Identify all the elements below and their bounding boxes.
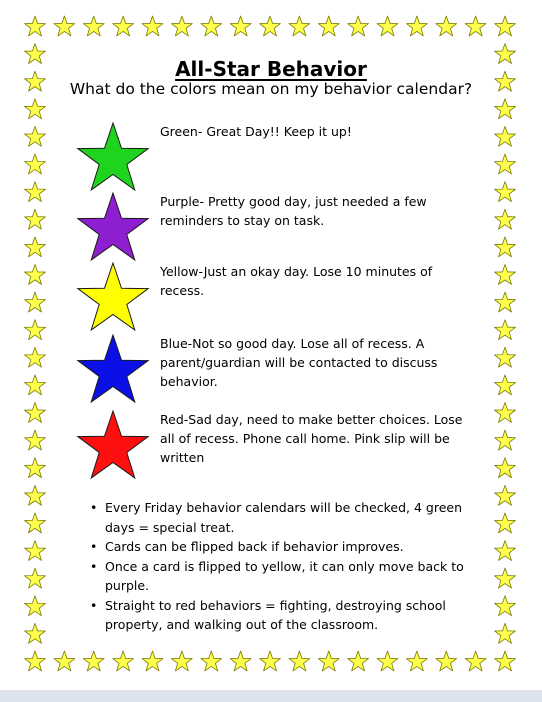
star-icon xyxy=(25,403,46,423)
star-icon xyxy=(25,430,46,450)
star-icon xyxy=(25,154,46,174)
star-icon xyxy=(406,651,427,671)
star-icon xyxy=(465,16,486,36)
star-icon xyxy=(495,264,516,284)
star-icon xyxy=(495,430,516,450)
yellow-description: Yellow-Just an okay day. Lose 10 minutes of recess. xyxy=(160,264,433,298)
star-icon xyxy=(495,292,516,312)
red-star-icon xyxy=(74,410,152,482)
star-icon xyxy=(495,347,516,367)
star-icon xyxy=(25,458,46,478)
star-icon xyxy=(495,568,516,588)
star-icon xyxy=(25,541,46,561)
star-icon xyxy=(25,623,46,643)
star-icon xyxy=(25,375,46,395)
star-icon xyxy=(54,16,75,36)
color-row-green xyxy=(74,122,484,192)
star-icon xyxy=(495,320,516,340)
star-icon xyxy=(495,182,516,202)
purple-description: Purple- Pretty good day, just needed a few reminders to stay on task. xyxy=(160,194,427,228)
star-icon xyxy=(25,292,46,312)
page-title-text: All-Star Behavior xyxy=(175,57,367,81)
star-icon xyxy=(289,651,310,671)
star-icon xyxy=(495,237,516,257)
star-icon xyxy=(495,375,516,395)
star-icon xyxy=(406,16,427,36)
red-description: Red-Sad day, need to make better choices. Lose all of recess. Phone call home. Pink slip will be written xyxy=(160,412,463,465)
star-icon xyxy=(348,16,369,36)
star-icon xyxy=(25,651,46,671)
star-icon xyxy=(201,16,222,36)
page-subtitle: What do the colors mean on my behavior calendar? xyxy=(69,80,473,98)
star-icon xyxy=(25,237,46,257)
rule-item: • Straight to red behaviors = fighting, destroying school property, and walking out of the classroom. xyxy=(90,596,470,635)
star-icon xyxy=(25,347,46,367)
color-row-yellow xyxy=(74,262,484,332)
star-icon xyxy=(113,651,134,671)
star-icon xyxy=(436,651,457,671)
star-icon xyxy=(495,126,516,146)
star-icon xyxy=(260,16,281,36)
star-icon xyxy=(25,320,46,340)
star-icon xyxy=(495,623,516,643)
star-icon xyxy=(495,458,516,478)
star-icon xyxy=(171,16,192,36)
star-icon xyxy=(171,651,192,671)
star-icon xyxy=(25,264,46,284)
rule-item: • Once a card is flipped to yellow, it can only move back to purple. xyxy=(90,557,470,596)
star-icon xyxy=(260,651,281,671)
star-icon xyxy=(25,99,46,119)
star-icon xyxy=(230,16,251,36)
star-icon xyxy=(113,16,134,36)
star-icon xyxy=(348,651,369,671)
star-icon xyxy=(318,651,339,671)
star-icon xyxy=(495,513,516,533)
rule-item: • Every Friday behavior calendars will be checked, 4 green days = special treat. xyxy=(90,498,470,537)
rules-list xyxy=(90,498,470,635)
color-row-red xyxy=(74,410,484,480)
star-icon xyxy=(201,651,222,671)
color-row-purple xyxy=(74,192,484,262)
star-icon xyxy=(25,568,46,588)
star-icon xyxy=(495,651,516,671)
blue-description: Blue-Not so good day. Lose all of recess. A parent/guardian will be contacted to discuss behavior. xyxy=(160,336,438,389)
star-icon xyxy=(25,596,46,616)
color-row-blue xyxy=(74,334,484,404)
star-icon xyxy=(25,16,46,36)
star-icon xyxy=(495,154,516,174)
star-icon xyxy=(83,651,104,671)
star-icon xyxy=(495,16,516,36)
star-icon xyxy=(377,16,398,36)
star-icon xyxy=(25,209,46,229)
star-icon xyxy=(230,651,251,671)
star-icon xyxy=(54,651,75,671)
rule-item: • Cards can be flipped back if behavior improves. xyxy=(90,537,470,557)
green-description: Green- Great Day!! Keep it up! xyxy=(160,124,352,139)
green-star-icon xyxy=(74,122,152,194)
star-icon xyxy=(495,541,516,561)
star-icon xyxy=(465,651,486,671)
star-icon xyxy=(495,596,516,616)
star-icon xyxy=(83,16,104,36)
star-icon xyxy=(289,16,310,36)
star-icon xyxy=(25,182,46,202)
page-title xyxy=(0,46,542,84)
star-icon xyxy=(142,651,163,671)
star-icon xyxy=(318,16,339,36)
star-icon xyxy=(25,126,46,146)
star-icon xyxy=(495,99,516,119)
star-icon xyxy=(25,485,46,505)
star-icon xyxy=(25,513,46,533)
purple-star-icon xyxy=(74,192,152,264)
yellow-star-icon xyxy=(74,262,152,334)
star-icon xyxy=(436,16,457,36)
star-icon xyxy=(495,485,516,505)
star-icon xyxy=(495,403,516,423)
star-icon xyxy=(495,209,516,229)
star-icon xyxy=(377,651,398,671)
star-icon xyxy=(142,16,163,36)
blue-star-icon xyxy=(74,334,152,406)
